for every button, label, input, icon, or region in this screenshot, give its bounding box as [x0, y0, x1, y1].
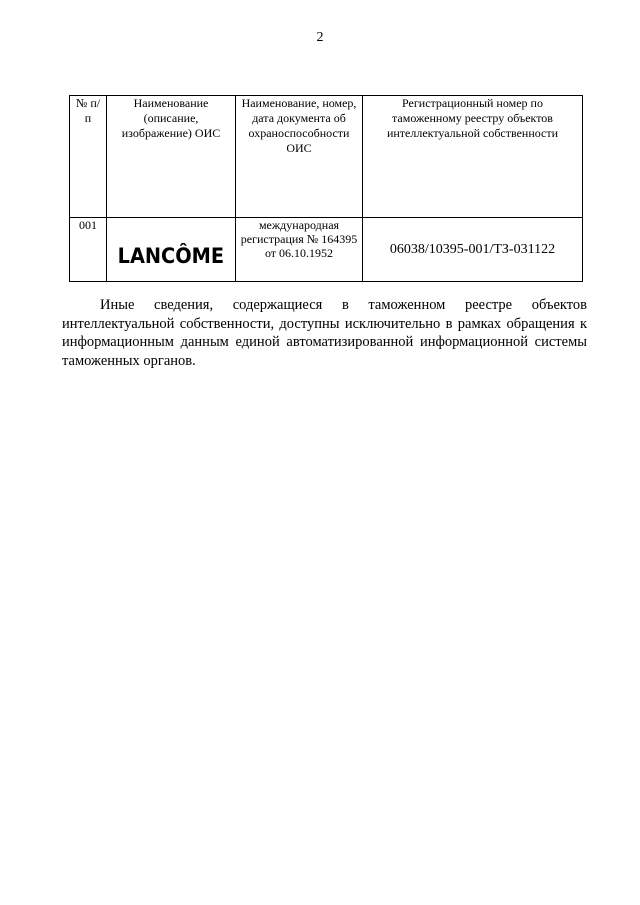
table-header-row	[70, 96, 583, 218]
header-num	[70, 96, 107, 218]
page-number: 2	[316, 30, 324, 45]
registry-table	[69, 95, 583, 282]
table-row	[70, 218, 583, 282]
header-reg	[363, 96, 583, 218]
row-logo-cell	[107, 218, 236, 282]
body-paragraph: Иные сведения, содержащиеся в таможенном реестре объектов интеллектуальной собственности, доступны исключительно в рамках обращения к информационным данным единой автоматизированной информационной системы таможенных органов.	[62, 297, 587, 369]
header-num-label: № п/п	[75, 96, 101, 125]
lancome-logo: LANCÔME	[117, 244, 225, 268]
header-reg-label: Регистрационный номер по таможенному реестру объектов интеллектуальной собственности	[386, 96, 559, 140]
header-name	[107, 96, 236, 218]
row-doc: международная регистрация № 164395 от 06.10.1952	[236, 218, 363, 282]
row-num: 001	[70, 218, 107, 282]
header-doc-label: Наименование, номер, дата документа об охраноспособности ОИС	[241, 96, 357, 155]
row-reg: 06038/10395-001/ТЗ-031122	[363, 218, 583, 282]
header-doc	[236, 96, 363, 218]
header-name-label: Наименование (описание, изображение) ОИС	[121, 96, 221, 140]
